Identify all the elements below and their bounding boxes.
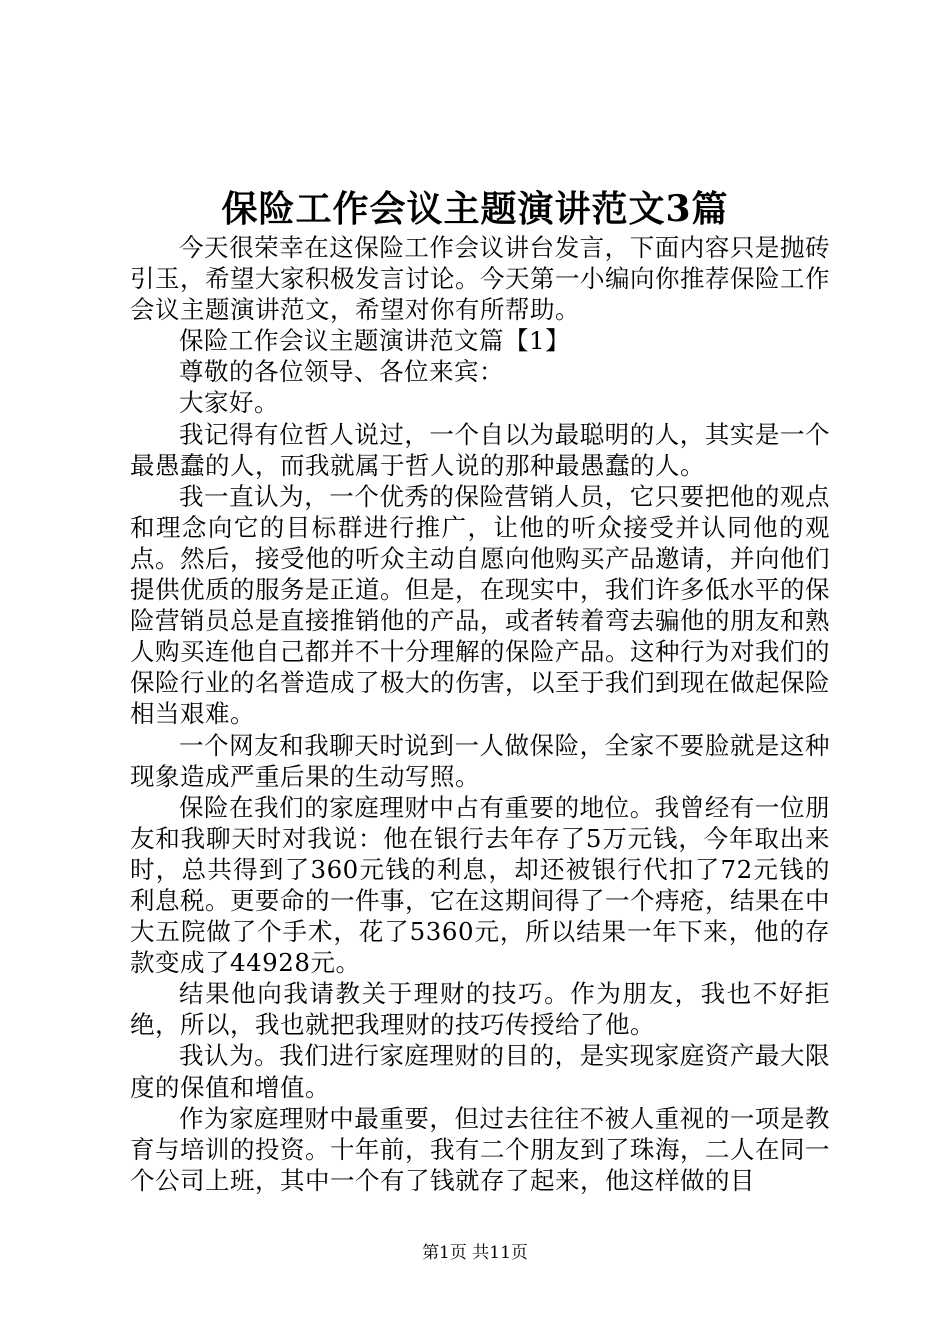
paragraph: 我认为。我们进行家庭理财的目的，是实现家庭资产最大限度的保值和增值。 — [130, 1041, 830, 1102]
paragraph: 我记得有位哲人说过，一个自以为最聪明的人，其实是一个最愚蠢的人，而我就属于哲人说的那种最愚蠢的人。 — [130, 419, 830, 480]
paragraph: 结果他向我请教关于理财的技巧。作为朋友，我也不好拒绝，所以，我也就把我理财的技巧传授给了他。 — [130, 979, 830, 1040]
paragraph: 我一直认为，一个优秀的保险营销人员，它只要把他的观点和理念向它的目标群进行推广，让他的听众接受并认同他的观点。然后，接受他的听众主动自愿向他购买产品邀请，并向他们提供优质的服务是正道。但是，在现实中，我们许多低水平的保险营销员总是直接推销他的产品，或者转着弯去骗他的朋友和熟人购买连他自己都并不十分理解的保险产品。这种行为对我们的保险行业的名誉造成了极大的伤害，以至于我们到现在做起保险相当艰难。 — [130, 481, 830, 729]
paragraph: 保险在我们的家庭理财中占有重要的地位。我曾经有一位朋友和我聊天时对我说：他在银行去年存了5万元钱，今年取出来时，总共得到了360元钱的利息，却还被银行代扣了72元钱的利息税。更要命的一件事，它在这期间得了一个痔疮，结果在中大五院做了个手术，花了5360元，所以结果一年下来，他的存款变成了44928元。 — [130, 792, 830, 978]
section-heading: 保险工作会议主题演讲范文篇【1】 — [179, 326, 571, 356]
paragraph: 一个网友和我聊天时说到一人做保险，全家不要脸就是这种现象造成严重后果的生动写照。 — [130, 730, 830, 791]
salutation: 尊敬的各位领导、各位来宾： — [179, 357, 504, 387]
document-body — [130, 232, 830, 1196]
paragraph: 作为家庭理财中最重要，但过去往往不被人重视的一项是教育与培训的投资。十年前，我有二个朋友到了珠海，二人在同一个公司上班，其中一个有了钱就存了起来，他这样做的目 — [130, 1103, 830, 1195]
greeting: 大家好。 — [179, 388, 279, 418]
page-number-footer: 第1页 共11页 — [422, 1243, 528, 1263]
paragraph: 今天很荣幸在这保险工作会议讲台发言，下面内容只是抛砖引玉，希望大家积极发言讨论。今天第一小编向你推荐保险工作会议主题演讲范文，希望对你有所帮助。 — [130, 233, 830, 325]
document-title: 保险工作会议主题演讲范文3篇 — [221, 188, 729, 230]
